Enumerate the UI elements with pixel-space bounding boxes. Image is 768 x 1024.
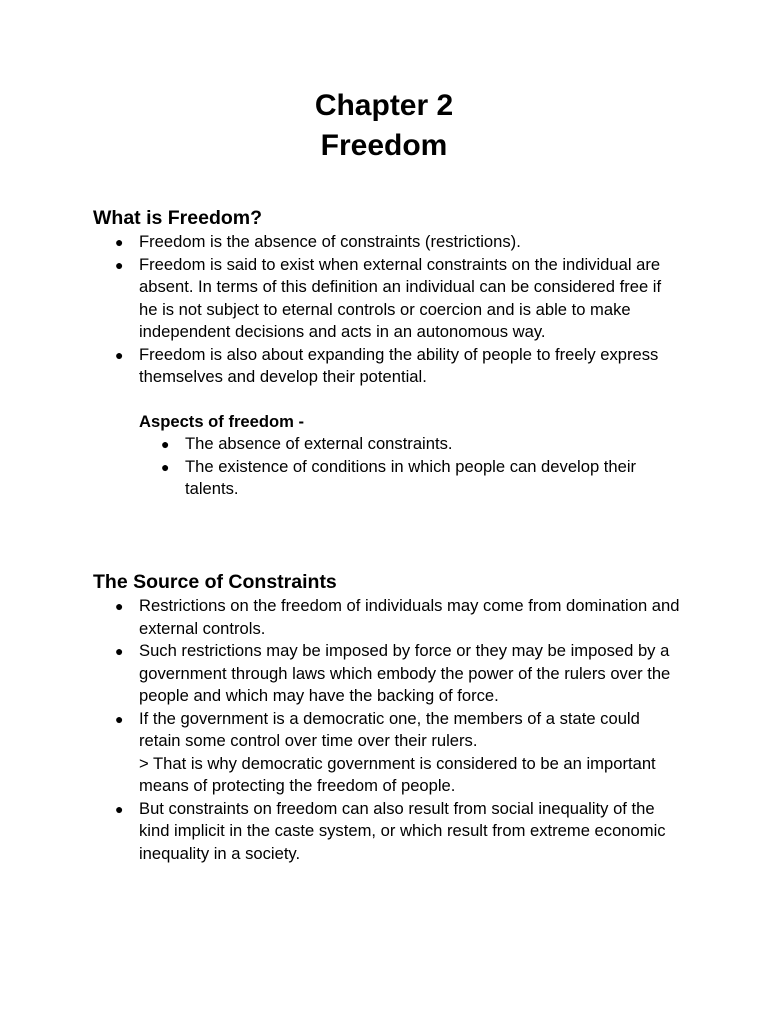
bullet-icon: ● xyxy=(115,234,124,250)
bullet-icon: ● xyxy=(115,598,124,614)
list-item-text: Freedom is also about expanding the ability of people to freely express themselves and develop their potential. xyxy=(139,344,659,386)
list-item-text: If the government is a democratic one, the members of a state could retain some control over time over their rulers. xyxy=(139,708,640,750)
list-item xyxy=(93,595,683,640)
chapter-title xyxy=(0,86,768,166)
section-what-is-freedom xyxy=(93,205,683,501)
bullet-icon: ● xyxy=(115,800,124,817)
list-item xyxy=(93,640,683,708)
list-item xyxy=(93,344,683,389)
list-item xyxy=(93,798,683,866)
section-heading: The Source of Constraints xyxy=(93,571,337,593)
bullet-list xyxy=(93,595,683,865)
section-heading: What is Freedom? xyxy=(93,207,263,229)
list-item-text: Freedom is said to exist when external constraints on the individual are absent. In terms of this definition an individual can be considered free if he is not subject to eternal controls or coercion and is able to make independent decisions and acts in an autonomous way. xyxy=(139,254,662,341)
list-item-text: Such restrictions may be imposed by force or they may be imposed by a government through laws which embody the power of the rulers over the people and which may have the backing of force. xyxy=(139,641,671,705)
list-item-text: Restrictions on the freedom of individuals may come from domination and external controls. xyxy=(139,596,680,638)
bullet-icon: ● xyxy=(115,643,124,659)
list-item xyxy=(93,254,683,344)
chapter-number: Chapter 2 xyxy=(314,89,454,122)
bullet-icon: ● xyxy=(115,256,124,273)
list-item-text: But constraints on freedom can also result from social inequality of the kind implicit in the caste system, or which result from extreme economic inequality in a society. xyxy=(139,798,666,863)
list-item-text: Freedom is the absence of constraints (restrictions). xyxy=(139,232,521,251)
bullet-icon: ● xyxy=(161,436,170,452)
list-item xyxy=(139,456,683,501)
bullet-icon: ● xyxy=(115,710,124,727)
bullet-list xyxy=(93,231,683,389)
list-item xyxy=(93,708,683,798)
list-item xyxy=(139,433,683,456)
list-item-note: > That is why democratic government is considered to be an important means of protecting the freedom of people. xyxy=(139,753,656,795)
list-item-text: The absence of external constraints. xyxy=(185,434,453,453)
aspects-heading: Aspects of freedom - xyxy=(139,411,305,431)
list-item-text: The existence of conditions in which people can develop their talents. xyxy=(185,456,637,498)
chapter-name: Freedom xyxy=(320,129,448,162)
list-item xyxy=(93,231,683,254)
aspects-list xyxy=(139,433,683,501)
section-source-of-constraints xyxy=(93,569,683,865)
bullet-icon: ● xyxy=(161,458,170,475)
bullet-icon: ● xyxy=(115,346,124,363)
